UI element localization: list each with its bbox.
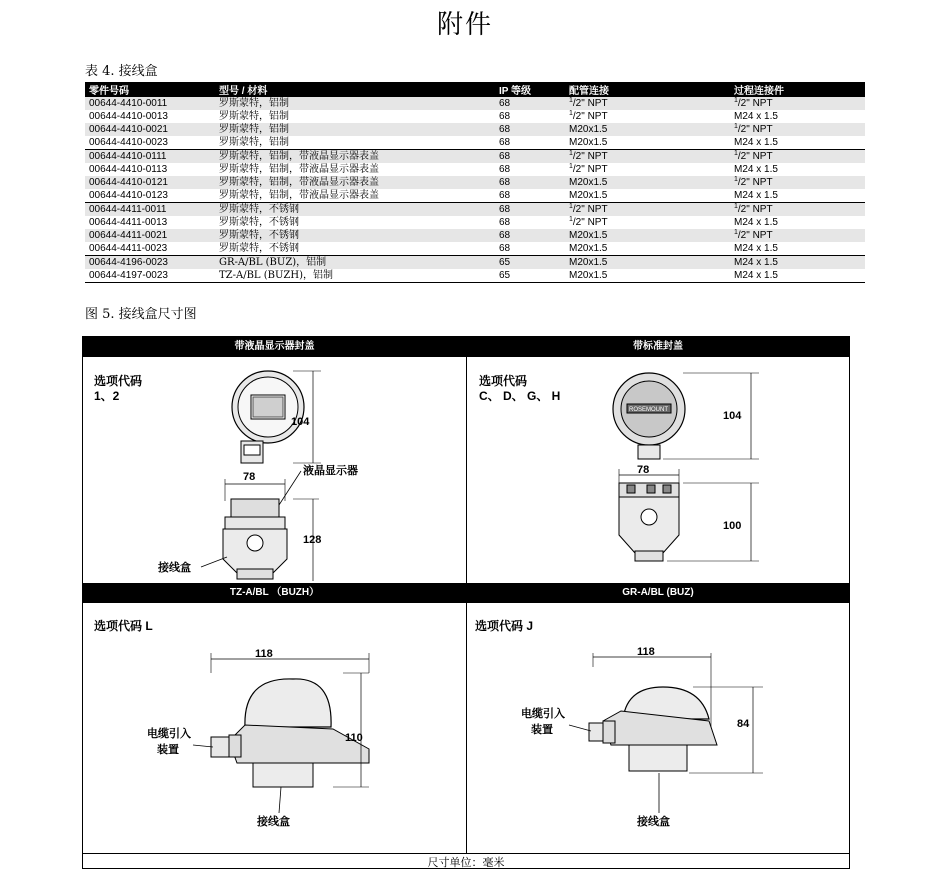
cell-model-material: 罗斯蒙特，铝制，带液晶显示器表盖 [219, 164, 379, 175]
option-code-standard: 选项代码 C、 D、 G、 H [479, 374, 561, 403]
cell-ip-rating: 68 [495, 150, 565, 164]
cell-conduit-connection: M20x1.5 [569, 190, 608, 201]
cell-process-connection: M24 x 1.5 [734, 137, 778, 148]
cell-part-number: 00644-4410-0011 [85, 97, 215, 110]
cell-ip-rating: 68 [495, 97, 565, 110]
option-code-tz: 选项代码 L [94, 619, 153, 633]
panel-header-gr: GR-A/BL (BUZ) [467, 583, 849, 603]
table-row [85, 269, 865, 283]
cell-model-material: 罗斯蒙特，不锈钢 [215, 229, 495, 242]
cell-ip-rating: 68 [499, 243, 511, 254]
cell-conduit-connection: $^1$/2" NPT [565, 203, 730, 217]
table-row [85, 136, 865, 150]
cell-model-material: 罗斯蒙特，铝制 [215, 97, 495, 110]
cell-part-number: 00644-4411-0023 [89, 243, 168, 254]
cell-ip-rating: 68 [495, 123, 565, 136]
table-row [85, 110, 865, 123]
table-row [85, 256, 865, 270]
dim-tz-110: 110 [345, 732, 363, 744]
standard-side-view [619, 483, 679, 561]
table-row [85, 189, 865, 203]
cell-part-number: 00644-4410-0111 [85, 150, 215, 164]
label-gr-junction-box: 接线盒 [637, 815, 670, 828]
label-gr-cable-1: 电缆引入 [521, 707, 565, 720]
cell-conduit-connection: M20x1.5 [565, 176, 730, 189]
cell-part-number: 00644-4410-0121 [85, 176, 215, 189]
cell-model-material: 罗斯蒙特，不锈钢 [219, 243, 299, 254]
cell-part-number: 00644-4410-0021 [85, 123, 215, 136]
cell-part-number: 00644-4411-0013 [89, 217, 168, 228]
cell-part-number: 00644-4197-0023 [85, 269, 215, 283]
cell-process-connection: M24 x 1.5 [730, 269, 865, 283]
panel-divider-vertical [466, 337, 467, 853]
label-gr-cable-2: 装置 [531, 723, 553, 736]
cell-model-material: 罗斯蒙特，不锈钢 [219, 217, 299, 228]
cell-part-number: 00644-4410-0023 [89, 137, 168, 148]
cell-model-material: 罗斯蒙特，铝制，带液晶显示器表盖 [219, 190, 379, 201]
cell-ip-rating: 68 [495, 176, 565, 189]
option-code-lcd: 选项代码 1、2 [94, 374, 143, 403]
header-conduit-connection: 配管连接 [565, 82, 730, 97]
cell-process-connection: $^1$/2" NPT [730, 123, 865, 136]
cell-ip-rating: 68 [499, 217, 511, 228]
cell-model-material: TZ-A/BL (BUZH)，铝制 [215, 269, 495, 283]
table-row [85, 123, 865, 136]
cell-process-connection: M24 x 1.5 [730, 256, 865, 270]
cell-process-connection: $^1$/2" NPT [730, 97, 865, 110]
dim-gr-84: 84 [737, 718, 750, 730]
dim-std-104: 104 [723, 410, 742, 422]
gr-drawing [503, 637, 843, 852]
table-row [85, 97, 865, 110]
dimension-figure [82, 336, 850, 869]
standard-top-view [613, 373, 685, 459]
cell-ip-rating: 68 [499, 190, 511, 201]
cell-process-connection: $^1$/2" NPT [730, 150, 865, 164]
cell-model-material: 罗斯蒙特，铝制，带液晶显示器表盖 [215, 176, 495, 189]
cell-ip-rating: 68 [499, 137, 511, 148]
brand-text: ROSEMOUNT [629, 407, 668, 413]
cell-ip-rating: 68 [495, 203, 565, 217]
lcd-side-view [223, 499, 287, 579]
label-tz-cable-2: 装置 [157, 743, 179, 756]
cell-part-number: 00644-4410-0113 [89, 164, 168, 175]
panel-header-standard: 带标准封盖 [467, 337, 849, 357]
table-row [85, 229, 865, 242]
label-lcd-display: 液晶显示器 [303, 464, 358, 477]
table-body [85, 97, 865, 283]
standard-cover-drawing [523, 359, 823, 583]
table-row [85, 150, 865, 164]
lcd-cover-drawing [143, 359, 403, 583]
cell-model-material: 罗斯蒙特，不锈钢 [215, 203, 495, 217]
cell-process-connection: M24 x 1.5 [734, 190, 778, 201]
table-row [85, 176, 865, 189]
dim-lcd-128: 128 [303, 534, 322, 546]
dim-gr-118: 118 [637, 646, 655, 658]
cell-conduit-connection: M20x1.5 [565, 123, 730, 136]
cell-model-material: 罗斯蒙特，铝制，带液晶显示器表盖 [215, 150, 495, 164]
panel-header-tz: TZ-A/BL （BUZH） [83, 583, 466, 603]
cell-conduit-connection: M20x1.5 [565, 229, 730, 242]
cell-conduit-connection: M20x1.5 [569, 137, 608, 148]
table-row [85, 203, 865, 217]
dim-tz-118: 118 [255, 648, 273, 660]
cell-process-connection: $^1$/2" NPT [730, 203, 865, 217]
dim-std-78: 78 [637, 464, 650, 476]
cell-ip-rating: 68 [495, 229, 565, 242]
header-model-material: 型号 / 材料 [215, 82, 495, 97]
table-row [85, 216, 865, 229]
table-caption: 表 4. 接线盒 [85, 64, 158, 79]
dim-lcd-104: 104 [291, 416, 310, 428]
gr-housing [589, 687, 717, 771]
cell-conduit-connection: M20x1.5 [565, 256, 730, 270]
cell-process-connection: M24 x 1.5 [734, 217, 778, 228]
table-row [85, 242, 865, 256]
page-title: 附件 [436, 10, 493, 40]
cell-ip-rating: 65 [495, 269, 565, 283]
cell-model-material: 罗斯蒙特，铝制 [219, 137, 289, 148]
cell-ip-rating: 65 [495, 256, 565, 270]
cell-part-number: 00644-4410-0123 [89, 190, 168, 201]
option-code-gr: 选项代码 J [475, 619, 534, 633]
cell-conduit-connection: $^1$/2" NPT [569, 110, 608, 122]
cell-process-connection: M24 x 1.5 [734, 164, 778, 175]
cell-conduit-connection: M20x1.5 [569, 243, 608, 254]
cell-ip-rating: 68 [499, 164, 511, 175]
cell-process-connection: M24 x 1.5 [734, 111, 778, 122]
label-tz-cable-1: 电缆引入 [147, 727, 191, 740]
cell-process-connection: M24 x 1.5 [734, 243, 778, 254]
cell-model-material: 罗斯蒙特，铝制 [215, 123, 495, 136]
cell-conduit-connection: $^1$/2" NPT [565, 97, 730, 110]
cell-part-number: 00644-4196-0023 [85, 256, 215, 270]
panel-header-lcd: 带液晶显示器封盖 [83, 337, 466, 357]
cell-conduit-connection: $^1$/2" NPT [565, 150, 730, 164]
table-row [85, 163, 865, 176]
cell-conduit-connection: M20x1.5 [565, 269, 730, 283]
unit-note: 尺寸单位：毫米 [427, 856, 505, 869]
cell-conduit-connection: $^1$/2" NPT [569, 163, 608, 175]
cell-conduit-connection: $^1$/2" NPT [569, 216, 608, 228]
cell-model-material: 罗斯蒙特，铝制 [219, 111, 289, 122]
junction-box-table [85, 82, 865, 283]
label-tz-junction-box: 接线盒 [257, 815, 290, 828]
cell-process-connection: $^1$/2" NPT [730, 229, 865, 242]
cell-part-number: 00644-4410-0013 [89, 111, 168, 122]
cell-part-number: 00644-4411-0011 [85, 203, 215, 217]
header-part-number: 零件号码 [85, 82, 215, 97]
cell-model-material: GR-A/BL (BUZ)，铝制 [215, 256, 495, 270]
table-header-row [85, 82, 865, 97]
header-process-connection: 过程连接件 [730, 82, 865, 97]
tz-drawing [133, 637, 463, 852]
dim-lcd-78: 78 [243, 471, 256, 483]
cell-ip-rating: 68 [499, 111, 511, 122]
figure-caption: 图 5. 接线盒尺寸图 [85, 307, 197, 322]
label-lcd-junction-box: 接线盒 [158, 561, 191, 574]
dim-std-100: 100 [723, 520, 742, 532]
cell-part-number: 00644-4411-0021 [85, 229, 215, 242]
cell-process-connection: $^1$/2" NPT [730, 176, 865, 189]
header-ip-rating: IP 等级 [495, 82, 565, 97]
